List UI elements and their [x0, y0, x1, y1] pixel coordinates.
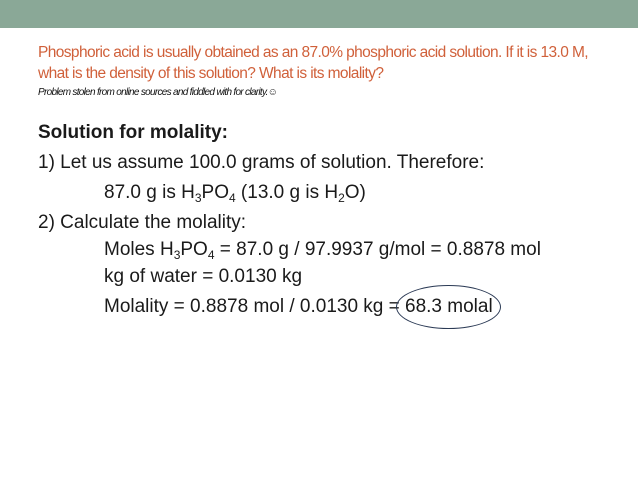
moles-text-b: PO [180, 239, 208, 260]
subscript-2: 2 [338, 191, 345, 205]
answer-value: 68.3 molal [405, 296, 493, 317]
mass-breakdown-line [38, 178, 628, 208]
slide-title: Phosphoric acid is usually obtained as an 87.0% phosphoric acid solution. If it is 13.0 M, what is the density of this solution? What is its molality? [38, 44, 588, 82]
solution-body [38, 118, 628, 322]
moles-text-a: Moles H [104, 239, 174, 260]
subscript-3: 3 [194, 191, 202, 205]
step-1-text: 1) Let us assume 100.0 grams of solution. Therefore: [38, 152, 485, 173]
mass-text-b: PO [201, 182, 229, 203]
header-bar [0, 0, 638, 28]
molality-line [38, 292, 628, 322]
water-mass-line: kg of water = 0.0130 kg [104, 266, 303, 287]
mass-text-a: 87.0 g is H [104, 182, 195, 203]
moles-text-c: = 87.0 g / 97.9937 g/mol = 0.8878 mol [214, 239, 541, 260]
source-note: Problem stolen from online sources and fiddled with for clarity.☺ [38, 87, 278, 98]
subscript-4: 4 [228, 191, 236, 205]
solution-heading: Solution for molality: [38, 122, 228, 143]
answer-circle [396, 285, 501, 329]
moles-line [38, 238, 628, 262]
subscript-4: 4 [207, 248, 215, 262]
subscript-3: 3 [173, 248, 181, 262]
mass-text-c: (13.0 g is H [235, 182, 339, 203]
step-2-text: 2) Calculate the molality: [38, 212, 247, 233]
molality-text: Molality = 0.8878 mol / 0.0130 kg = [104, 296, 406, 317]
mass-text-d: O) [344, 182, 366, 203]
molality-answer [405, 292, 493, 322]
